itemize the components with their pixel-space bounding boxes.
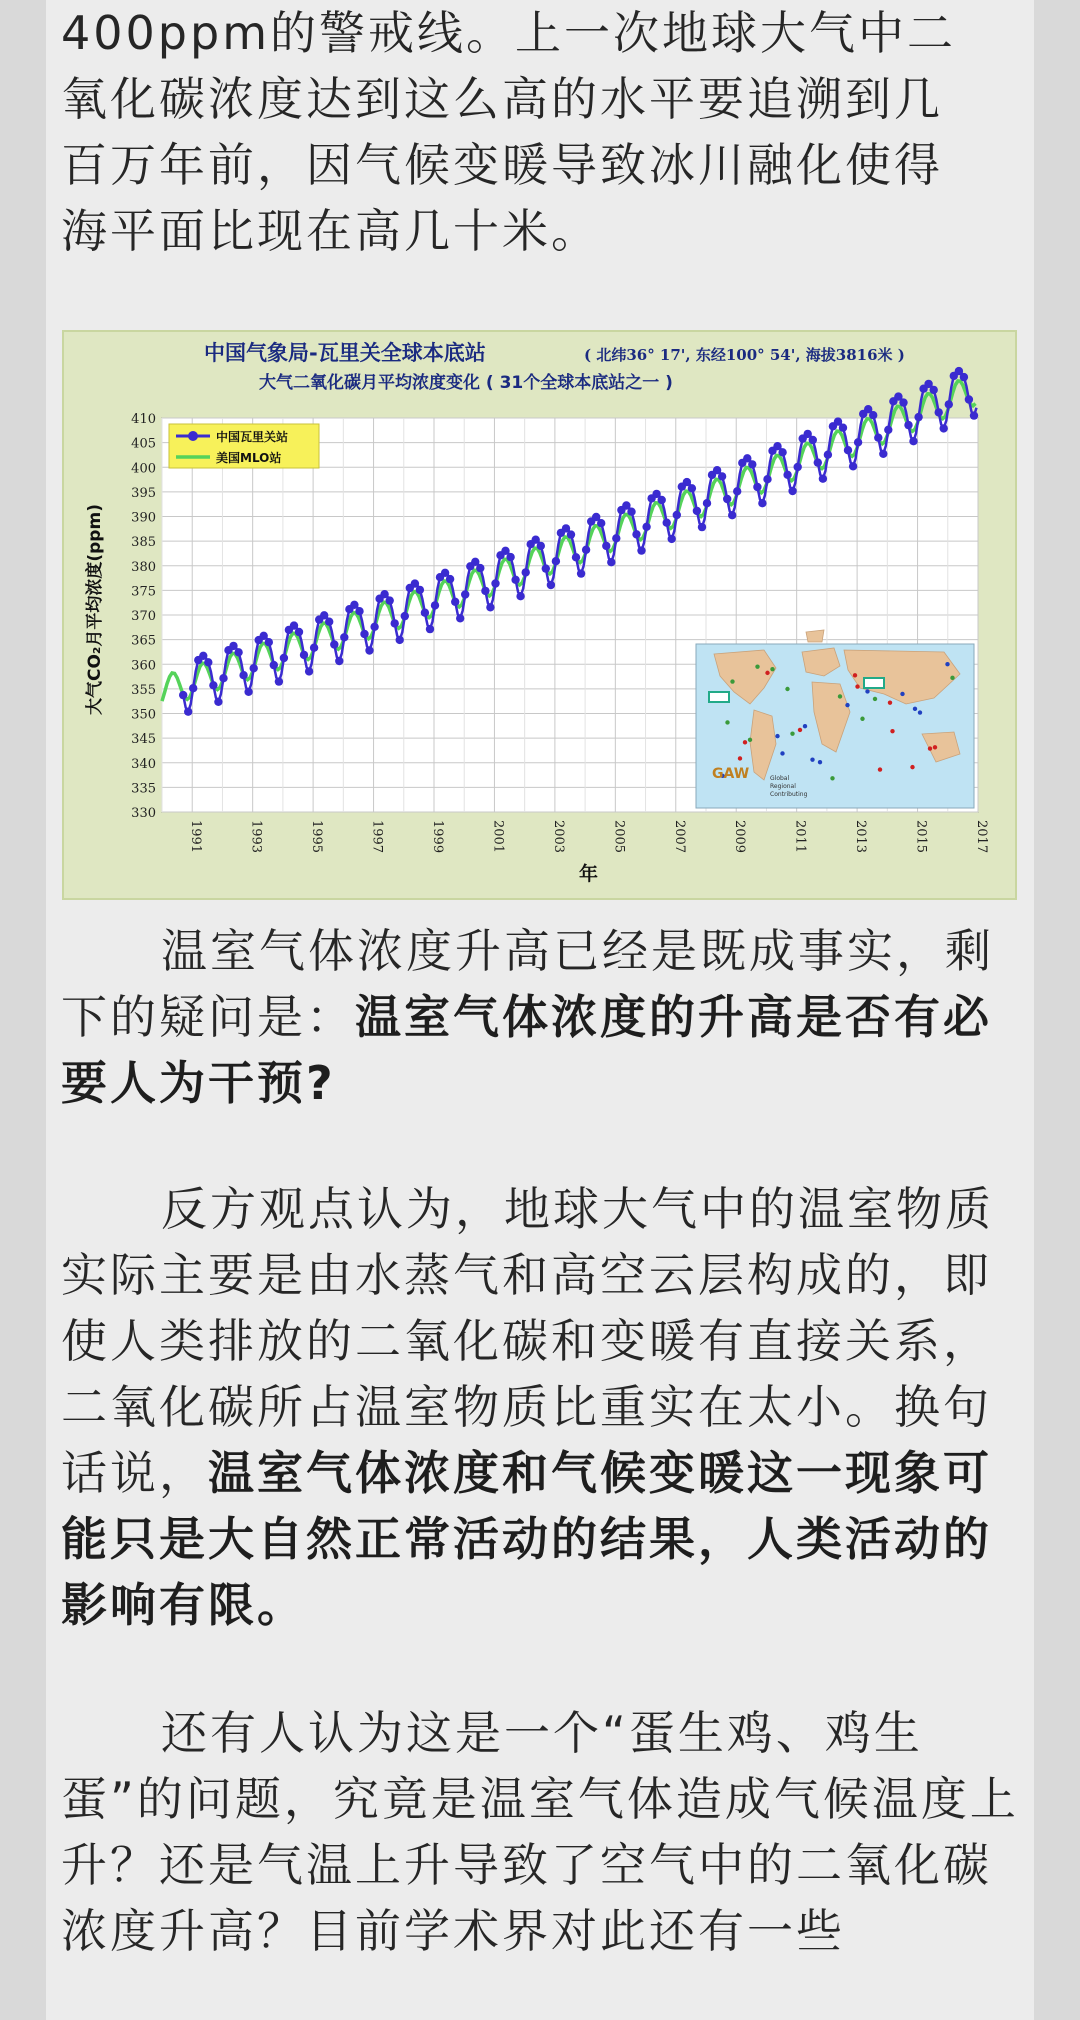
x-tick-label: 2011 [792, 820, 808, 854]
data-point [869, 411, 877, 419]
map-station-dot [748, 738, 752, 742]
map-station-dot [888, 700, 892, 704]
data-point [854, 438, 862, 446]
x-tick-label: 1995 [309, 820, 325, 854]
data-point [703, 499, 711, 507]
data-point [693, 507, 701, 515]
data-point [355, 607, 363, 615]
data-point [753, 483, 761, 491]
x-tick-label: 1993 [248, 820, 264, 854]
y-tick-label: 380 [131, 559, 156, 575]
chart-title: 中国气象局-瓦里关全球本底站 [204, 341, 486, 365]
data-point [940, 424, 948, 432]
text-line: 百万年前，因气候变暖导致冰川融化使得 [61, 138, 943, 192]
paragraph-fact [61, 918, 1021, 1116]
data-point [637, 546, 645, 554]
data-point [930, 386, 938, 394]
data-point [300, 651, 308, 659]
x-tick-label: 2009 [732, 820, 748, 854]
map-station-dot [878, 767, 882, 771]
legend-marker-waliguan [188, 431, 198, 441]
co2-chart [64, 332, 1015, 898]
data-point [547, 581, 555, 589]
data-point [758, 499, 766, 507]
data-point [577, 569, 585, 577]
data-point [189, 684, 197, 692]
y-tick-label: 365 [131, 633, 156, 649]
data-point [491, 579, 499, 587]
data-point [632, 530, 640, 538]
data-point [663, 519, 671, 527]
map-station-dot [775, 734, 779, 738]
data-point [970, 411, 978, 419]
x-tick-label: 2001 [490, 820, 506, 854]
data-point [542, 564, 550, 572]
data-point [909, 437, 917, 445]
map-legend-label: Regional [770, 783, 796, 790]
paragraph-text: 还有人认为这是一个“蛋生鸡、鸡生蛋”的问题，究竟是温室气体造成气候温度上升？还是气温上升导致了空气中的二氧化碳浓度升高？目前学术界对此还有一些 [61, 1706, 1019, 1958]
data-point [335, 657, 343, 665]
data-point [340, 633, 348, 641]
map-station-dot [873, 697, 877, 701]
x-tick-label: 1997 [369, 820, 385, 854]
paragraph-text: 反方观点认为，地球大气中的温室物质实际主要是由水蒸气和高空云层构成的，即使人类排放的二氧化碳和变暖有直接关系，二氧化碳所占温室物质比重实在太小。换句话说， [61, 1182, 994, 1500]
y-axis-label: 大气CO₂月平均浓度(ppm) [85, 504, 105, 715]
data-point [234, 648, 242, 656]
y-tick-label: 345 [131, 732, 156, 748]
data-point [960, 373, 968, 381]
data-point [642, 523, 650, 531]
map-legend-label: Global [770, 775, 790, 782]
map-station-marker [864, 678, 884, 688]
data-point [330, 640, 338, 648]
data-point [516, 592, 524, 600]
data-point [763, 475, 771, 483]
data-point [370, 623, 378, 631]
data-point [421, 609, 429, 617]
map-station-dot [838, 694, 842, 698]
data-point [607, 558, 615, 566]
map-station-dot [810, 757, 814, 761]
paragraph-bold: 温室气体浓度和气候变暖这一现象可能只是大自然正常活动的结果，人类活动的影响有限。 [61, 1446, 992, 1632]
data-point [522, 568, 530, 576]
map-station-dot [928, 746, 932, 750]
data-point [788, 487, 796, 495]
map-station-dot [765, 671, 769, 675]
x-axis-label: 年 [579, 863, 599, 885]
data-point [814, 458, 822, 466]
data-point [476, 564, 484, 572]
data-point [718, 472, 726, 480]
map-landmass [806, 630, 824, 642]
data-point [511, 576, 519, 584]
data-point [698, 523, 706, 531]
data-point [537, 542, 545, 550]
paragraph-intro [61, 0, 1021, 264]
data-point [270, 661, 278, 669]
data-point [552, 557, 560, 565]
data-point [391, 619, 399, 627]
map-station-dot [725, 720, 729, 724]
co2-chart-figure [62, 330, 1017, 900]
data-point [819, 475, 827, 483]
data-point [416, 586, 424, 594]
map-station-dot [830, 776, 834, 780]
data-point [602, 542, 610, 550]
data-point [572, 553, 580, 561]
map-station-dot [803, 724, 807, 728]
data-point [451, 598, 459, 606]
map-station-dot [910, 765, 914, 769]
data-point [386, 596, 394, 604]
x-tick-label: 2005 [611, 820, 627, 854]
data-point [265, 638, 273, 646]
y-tick-label: 350 [131, 707, 156, 723]
data-point [365, 646, 373, 654]
data-point [446, 575, 454, 583]
data-point [748, 460, 756, 468]
data-point [612, 534, 620, 542]
y-tick-label: 400 [131, 461, 156, 477]
data-point [879, 450, 887, 458]
y-tick-label: 385 [131, 535, 156, 551]
map-station-dot [945, 662, 949, 666]
data-point [794, 463, 802, 471]
data-point [280, 654, 288, 662]
y-tick-label: 335 [131, 781, 156, 797]
data-point [844, 446, 852, 454]
data-point [899, 398, 907, 406]
map-station-dot [798, 728, 802, 732]
map-station-dot [860, 717, 864, 721]
x-tick-label: 2013 [853, 820, 869, 854]
data-point [904, 421, 912, 429]
data-point [567, 530, 575, 538]
article-page [46, 0, 1034, 2020]
map-station-dot [780, 751, 784, 755]
text-line: 400ppm的警戒线。上一次地球大气中二 [61, 6, 957, 60]
data-point [481, 587, 489, 595]
data-point [839, 424, 847, 432]
data-point [244, 688, 252, 696]
data-point [396, 636, 404, 644]
y-tick-label: 410 [131, 412, 156, 427]
map-station-dot [855, 684, 859, 688]
data-point [668, 535, 676, 543]
data-point [204, 658, 212, 666]
map-station-dot [818, 760, 822, 764]
data-point [627, 508, 635, 516]
y-tick-label: 375 [131, 584, 156, 600]
map-station-dot [845, 703, 849, 707]
data-point [935, 408, 943, 416]
data-point [456, 614, 464, 622]
data-point [874, 434, 882, 442]
data-point [723, 495, 731, 503]
map-station-dot [738, 756, 742, 760]
data-point [310, 644, 318, 652]
data-point [728, 511, 736, 519]
data-point [179, 691, 187, 699]
data-point [597, 519, 605, 527]
paragraph-chicken-egg [61, 1700, 1021, 1964]
data-point [849, 462, 857, 470]
data-point [486, 603, 494, 611]
paragraph-text: 温室气体浓度升高已经是既成事实，剩下的疑问是： [61, 924, 994, 1044]
text-line: 海平面比现在高几十米。 [61, 204, 600, 258]
data-point [360, 630, 368, 638]
paragraph-bold: 温室气体浓度的升高是否有必要人为干预? [61, 990, 992, 1110]
data-point [965, 395, 973, 403]
data-point [884, 426, 892, 434]
map-logo: GAW [712, 766, 750, 782]
data-point [461, 590, 469, 598]
data-point [582, 546, 590, 554]
map-station-dot [918, 710, 922, 714]
x-tick-label: 1999 [430, 820, 445, 854]
data-point [824, 451, 832, 459]
data-point [688, 484, 696, 492]
map-station-dot [933, 745, 937, 749]
paragraph-opposing [61, 1176, 1021, 1638]
data-point [219, 674, 227, 682]
map-station-dot [770, 667, 774, 671]
y-tick-label: 405 [131, 436, 156, 452]
data-point [673, 511, 681, 519]
data-point [426, 625, 434, 633]
map-station-dot [890, 729, 894, 733]
y-tick-label: 370 [131, 609, 156, 624]
data-point [209, 681, 217, 689]
y-tick-label: 340 [131, 756, 156, 772]
data-point [809, 436, 817, 444]
y-tick-label: 355 [131, 682, 156, 698]
map-station-dot [913, 707, 917, 711]
chart-title-suffix: ( 北纬36° 17', 东经100° 54', 海拔3816米 ) [584, 346, 905, 364]
data-point [239, 671, 247, 679]
x-tick-label: 2017 [974, 820, 989, 854]
data-point [778, 448, 786, 456]
text-line: 氧化碳浓度达到这么高的水平要追溯到几 [61, 72, 943, 126]
data-point [275, 677, 283, 685]
map-station-dot [900, 692, 904, 696]
data-point [214, 698, 222, 706]
y-tick-label: 390 [131, 510, 156, 526]
map-station-dot [790, 731, 794, 735]
map-station-dot [853, 673, 857, 677]
data-point [733, 487, 741, 495]
y-tick-label: 330 [131, 806, 156, 821]
data-point [506, 553, 514, 561]
map-station-dot [865, 689, 869, 693]
data-point [945, 400, 953, 408]
y-tick-label: 395 [131, 485, 156, 501]
map-station-dot [743, 740, 747, 744]
x-tick-label: 1991 [188, 820, 204, 854]
x-tick-label: 2007 [671, 820, 687, 854]
data-point [783, 471, 791, 479]
map-legend-label: Contributing [770, 791, 808, 798]
x-tick-label: 2015 [913, 820, 929, 854]
data-point [914, 413, 922, 421]
map-station-dot [950, 676, 954, 680]
legend-label-waliguan: 中国瓦里关站 [216, 430, 289, 444]
data-point [295, 628, 303, 636]
y-tick-label: 360 [131, 658, 156, 674]
data-point [184, 708, 192, 716]
data-point [658, 496, 666, 504]
x-tick-label: 2003 [550, 820, 566, 854]
map-station-marker [709, 692, 729, 702]
map-station-dot [785, 687, 789, 691]
data-point [305, 667, 313, 675]
chart-subtitle: 大气二氧化碳月平均浓度变化 ( 31个全球本底站之一 ) [259, 373, 673, 393]
legend-label-mlo: 美国MLO站 [216, 451, 282, 465]
data-point [401, 612, 409, 620]
map-station-dot [730, 679, 734, 683]
data-point [250, 664, 258, 672]
data-point [431, 601, 439, 609]
map-station-dot [755, 664, 759, 668]
data-point [325, 618, 333, 626]
